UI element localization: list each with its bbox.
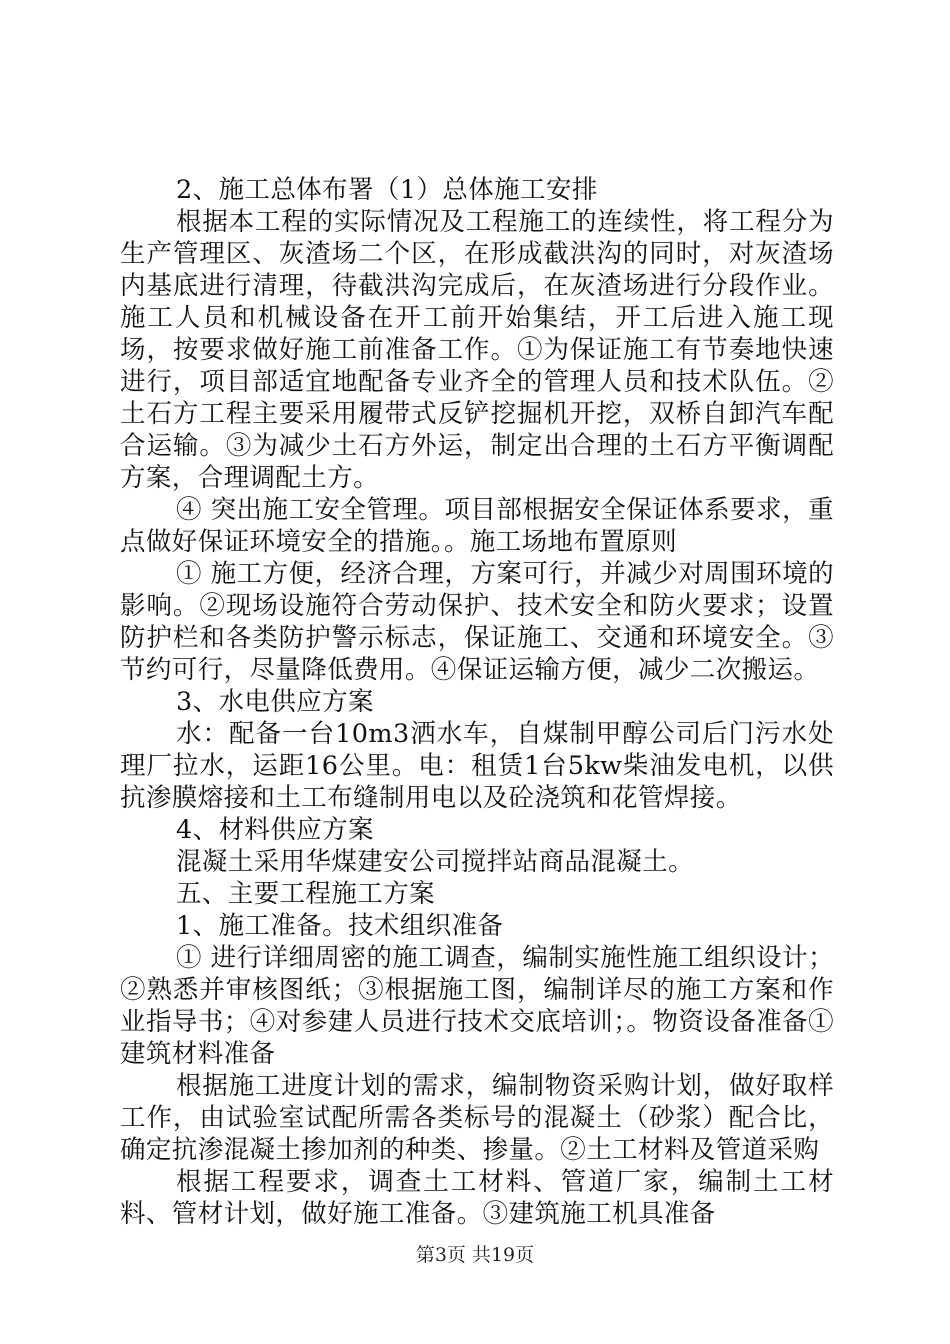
paragraph-safety-management: ④ 突出施工安全管理。项目部根据安全保证体系要求，重点做好保证环境安全的措施。。施工场地布置原则: [120, 495, 834, 557]
paragraph-procurement-plan: 根据施工进度计划的需求，编制物资采购计划，做好取样工作，由试验室试配所需各类标号的混凝土（砂浆）配合比，确定抗渗混凝土掺加剂的种类、掺量。②土工材料及管道采购: [120, 1071, 834, 1165]
paragraph-overall-arrangement: 根据本工程的实际情况及工程施工的连续性，将工程分为生产管理区、灰渣场二个区，在形成截洪沟的同时，对灰渣场内基底进行清理，待截洪沟完成后，在灰渣场进行分段作业。施工人员和机械设备在开工前开始集结，开工后进入施工现场，按要求做好施工前准备工作。①为保证施工有节奏地快速进行，项目部适宜地配备专业齐全的管理人员和技术队伍。②土石方工程主要采用履带式反铲挖掘机开挖，双桥自卸汽车配合运输。③为减少土石方外运，制定出合理的土石方平衡调配方案，合理调配土方。: [120, 207, 834, 493]
section-heading-preparation: 1、施工准备。技术组织准备: [176, 911, 504, 941]
document-body: [120, 174, 834, 1230]
section-heading-utilities: 3、水电供应方案: [176, 687, 374, 717]
section-heading-layout: 2、施工总体布署（1）总体施工安排: [176, 175, 598, 205]
paragraph-water-power: 水：配备一台10m3洒水车，自煤制甲醇公司后门污水处理厂拉水，运距16公里。电：租赁1台5kw柴油发电机，以供抗渗膜熔接和土工布缝制用电以及砼浇筑和花管焊接。: [120, 719, 834, 813]
paragraph-concrete-supply: 混凝土采用华煤建安公司搅拌站商品混凝土。: [176, 847, 695, 877]
page-number-label: 第3页 共19页: [415, 1244, 535, 1266]
paragraph-technical-preparation: ① 进行详细周密的施工调查，编制实施性施工组织设计；②熟悉并审核图纸；③根据施工图，编制详尽的施工方案和作业指导书；④对参建人员进行技术交底培训；。物资设备准备①建筑材料准备: [120, 943, 834, 1069]
section-heading-materials: 4、材料供应方案: [176, 815, 374, 845]
page-footer: [0, 1243, 950, 1267]
section-heading-main-plan: 五、主要工程施工方案: [176, 879, 436, 909]
paragraph-site-principles: ① 施工方便，经济合理，方案可行，并减少对周围环境的影响。②现场设施符合劳动保护、技术安全和防火要求；设置防护栏和各类防护警示标志，保证施工、交通和环境安全。③节约可行，尽量降低费用。④保证运输方便，减少二次搬运。: [120, 559, 834, 685]
paragraph-geotextile-plan: 根据工程要求，调查土工材料、管道厂家，编制土工材料、管材计划，做好施工准备。③建筑施工机具准备: [120, 1167, 834, 1229]
